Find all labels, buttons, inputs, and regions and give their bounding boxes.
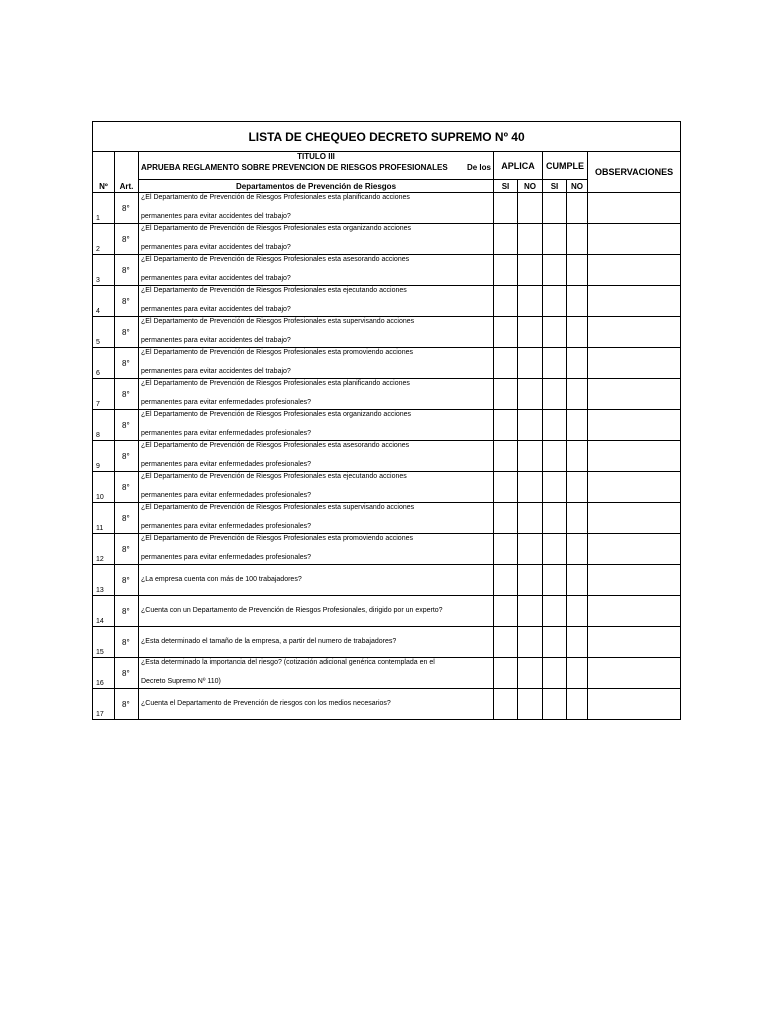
aplica-no-cell[interactable] (518, 534, 543, 565)
question-line-1: ¿La empresa cuenta con más de 100 trabajadores? (141, 575, 302, 583)
observaciones-header: OBSERVACIONES (588, 152, 681, 193)
question-line-2: permanentes para evitar accidentes del trabajo? (141, 337, 291, 344)
cumple-si-cell[interactable] (543, 503, 567, 534)
document-title: LISTA DE CHEQUEO DECRETO SUPREMO Nº 40 (93, 122, 681, 152)
table-row (93, 534, 681, 565)
question-line-1: ¿El Departamento de Prevención de Riesgos Profesionales esta organizando acciones (141, 411, 412, 418)
question-line-1: ¿Cuenta el Departamento de Prevención de riesgos con los medios necesarios? (141, 699, 391, 707)
observaciones-cell[interactable] (588, 286, 681, 317)
table-row (93, 503, 681, 534)
cumple-no-cell[interactable] (567, 317, 588, 348)
row-article: 8° (115, 472, 139, 503)
aplica-no-cell[interactable] (518, 565, 543, 596)
question-line-1: ¿El Departamento de Prevención de Riesgos Profesionales esta asesorando acciones (141, 256, 410, 263)
aplica-si-cell[interactable] (494, 410, 518, 441)
row-question (139, 193, 494, 224)
titulo-header (139, 152, 494, 180)
cumple-no-cell[interactable] (567, 348, 588, 379)
aplica-si-cell[interactable] (494, 596, 518, 627)
table-row (93, 286, 681, 317)
row-question (139, 286, 494, 317)
aplica-no-cell[interactable] (518, 255, 543, 286)
cumple-no-cell[interactable] (567, 503, 588, 534)
question-line-2: permanentes para evitar accidentes del trabajo? (141, 306, 291, 313)
aplica-no-header: NO (518, 180, 543, 193)
question-line-2: permanentes para evitar accidentes del trabajo? (141, 244, 291, 251)
aplica-no-cell[interactable] (518, 627, 543, 658)
observaciones-cell[interactable] (588, 534, 681, 565)
cumple-si-cell[interactable] (543, 379, 567, 410)
table-row (93, 348, 681, 379)
aplica-si-header: SI (494, 180, 518, 193)
checklist-rows (93, 193, 681, 720)
de-los-label: De los (466, 163, 491, 172)
question-line-2: permanentes para evitar accidentes del trabajo? (141, 275, 291, 282)
row-number: 6 (93, 348, 115, 379)
titulo-label: TITULO III (297, 152, 335, 161)
cumple-si-cell[interactable] (543, 441, 567, 472)
observaciones-cell[interactable] (588, 224, 681, 255)
observaciones-cell[interactable] (588, 410, 681, 441)
question-line-1: ¿El Departamento de Prevención de Riesgos Profesionales esta planificando acciones (141, 194, 410, 201)
table-row (93, 255, 681, 286)
cumple-si-cell[interactable] (543, 627, 567, 658)
table-row (93, 689, 681, 720)
cumple-no-header: NO (567, 180, 588, 193)
row-number: 16 (93, 658, 115, 689)
question-line-1: ¿El Departamento de Prevención de Riesgos Profesionales esta promoviendo acciones (141, 535, 413, 542)
row-question (139, 348, 494, 379)
observaciones-cell[interactable] (588, 627, 681, 658)
cumple-si-cell[interactable] (543, 224, 567, 255)
row-number: 2 (93, 224, 115, 255)
cumple-si-cell[interactable] (543, 689, 567, 720)
table-row (93, 379, 681, 410)
observaciones-cell[interactable] (588, 503, 681, 534)
row-number: 9 (93, 441, 115, 472)
observaciones-cell[interactable] (588, 255, 681, 286)
aplica-si-cell[interactable] (494, 441, 518, 472)
row-number: 4 (93, 286, 115, 317)
cumple-no-cell[interactable] (567, 565, 588, 596)
observaciones-cell[interactable] (588, 379, 681, 410)
question-line-1: ¿El Departamento de Prevención de Riesgos Profesionales esta ejecutando acciones (141, 287, 407, 294)
aplica-no-cell[interactable] (518, 193, 543, 224)
row-question (139, 503, 494, 534)
cumple-no-cell[interactable] (567, 441, 588, 472)
cumple-si-cell[interactable] (543, 193, 567, 224)
row-article: 8° (115, 441, 139, 472)
observaciones-cell[interactable] (588, 317, 681, 348)
row-number: 10 (93, 472, 115, 503)
cumple-no-cell[interactable] (567, 689, 588, 720)
row-number: 8 (93, 410, 115, 441)
row-question (139, 472, 494, 503)
table-row (93, 441, 681, 472)
observaciones-cell[interactable] (588, 472, 681, 503)
row-article: 8° (115, 534, 139, 565)
departamentos-header: Departamentos de Prevención de Riesgos (139, 180, 494, 193)
question-line-2: Decreto Supremo Nº 110) (141, 678, 221, 685)
aplica-si-cell[interactable] (494, 627, 518, 658)
row-number: 12 (93, 534, 115, 565)
cumple-si-header: SI (543, 180, 567, 193)
table-row (93, 472, 681, 503)
aplica-no-cell[interactable] (518, 596, 543, 627)
row-number: 1 (93, 193, 115, 224)
row-number: 13 (93, 565, 115, 596)
checklist-table (92, 121, 681, 720)
row-article: 8° (115, 317, 139, 348)
observaciones-cell[interactable] (588, 596, 681, 627)
question-line-2: permanentes para evitar enfermedades profesionales? (141, 554, 312, 561)
cumple-si-cell[interactable] (543, 410, 567, 441)
aplica-header: APLICA (494, 152, 543, 180)
aplica-no-cell[interactable] (518, 689, 543, 720)
row-question (139, 627, 494, 658)
cumple-no-cell[interactable] (567, 379, 588, 410)
aplica-si-cell[interactable] (494, 255, 518, 286)
table-row (93, 565, 681, 596)
row-question (139, 317, 494, 348)
cumple-si-cell[interactable] (543, 658, 567, 689)
aplica-no-cell[interactable] (518, 410, 543, 441)
row-question (139, 534, 494, 565)
aplica-no-cell[interactable] (518, 472, 543, 503)
row-number: 17 (93, 689, 115, 720)
cumple-no-cell[interactable] (567, 286, 588, 317)
question-line-1: ¿Cuenta con un Departamento de Prevención de Riesgos Profesionales, dirigido por un experto? (141, 606, 443, 614)
row-article: 8° (115, 255, 139, 286)
cumple-no-cell[interactable] (567, 596, 588, 627)
table-row (93, 627, 681, 658)
question-line-1: ¿Esta determinado el tamaño de la empresa, a partir del numero de trabajadores? (141, 637, 397, 645)
cumple-si-cell[interactable] (543, 534, 567, 565)
aplica-si-cell[interactable] (494, 348, 518, 379)
cumple-si-cell[interactable] (543, 472, 567, 503)
row-article: 8° (115, 410, 139, 441)
row-question (139, 379, 494, 410)
question-line-1: ¿El Departamento de Prevención de Riesgos Profesionales esta organizando acciones (141, 225, 412, 232)
row-question (139, 441, 494, 472)
table-row (93, 596, 681, 627)
question-line-1: ¿El Departamento de Prevención de Riesgos Profesionales esta ejecutando acciones (141, 473, 407, 480)
reglamento-label: APRUEBA REGLAMENTO SOBRE PREVENCION DE RIESGOS PROFESIONALES (141, 163, 448, 172)
question-line-2: permanentes para evitar enfermedades profesionales? (141, 430, 312, 437)
row-article: 8° (115, 627, 139, 658)
cumple-no-cell[interactable] (567, 193, 588, 224)
article-column-header: Art. (115, 152, 139, 193)
row-number: 11 (93, 503, 115, 534)
row-article: 8° (115, 658, 139, 689)
aplica-si-cell[interactable] (494, 565, 518, 596)
cumple-no-cell[interactable] (567, 255, 588, 286)
aplica-si-cell[interactable] (494, 224, 518, 255)
table-row (93, 224, 681, 255)
cumple-no-cell[interactable] (567, 410, 588, 441)
aplica-si-cell[interactable] (494, 534, 518, 565)
question-line-1: ¿El Departamento de Prevención de Riesgos Profesionales esta supervisando acciones (141, 318, 415, 325)
row-article: 8° (115, 348, 139, 379)
aplica-si-cell[interactable] (494, 379, 518, 410)
cumple-no-cell[interactable] (567, 627, 588, 658)
aplica-no-cell[interactable] (518, 658, 543, 689)
row-article: 8° (115, 224, 139, 255)
aplica-si-cell[interactable] (494, 286, 518, 317)
question-line-2: permanentes para evitar enfermedades profesionales? (141, 399, 312, 406)
cumple-si-cell[interactable] (543, 348, 567, 379)
question-line-2: permanentes para evitar accidentes del trabajo? (141, 368, 291, 375)
cumple-si-cell[interactable] (543, 255, 567, 286)
table-row (93, 410, 681, 441)
question-line-1: ¿El Departamento de Prevención de Riesgos Profesionales esta supervisando acciones (141, 504, 415, 511)
question-line-2: permanentes para evitar enfermedades profesionales? (141, 461, 312, 468)
cumple-si-cell[interactable] (543, 317, 567, 348)
row-article: 8° (115, 193, 139, 224)
aplica-si-cell[interactable] (494, 317, 518, 348)
row-question (139, 596, 494, 627)
row-question (139, 689, 494, 720)
aplica-si-cell[interactable] (494, 658, 518, 689)
cumple-no-cell[interactable] (567, 224, 588, 255)
row-article: 8° (115, 596, 139, 627)
cumple-si-cell[interactable] (543, 286, 567, 317)
question-line-2: permanentes para evitar enfermedades profesionales? (141, 492, 312, 499)
aplica-si-cell[interactable] (494, 503, 518, 534)
table-row (93, 317, 681, 348)
aplica-si-cell[interactable] (494, 689, 518, 720)
aplica-no-cell[interactable] (518, 503, 543, 534)
row-number: 14 (93, 596, 115, 627)
row-number: 7 (93, 379, 115, 410)
aplica-si-cell[interactable] (494, 193, 518, 224)
aplica-no-cell[interactable] (518, 348, 543, 379)
question-line-1: ¿Esta determinado la importancia del riesgo? (cotización adicional genérica contemplada en el (141, 659, 435, 666)
observaciones-cell[interactable] (588, 193, 681, 224)
cumple-header: CUMPLE (543, 152, 588, 180)
table-row (93, 193, 681, 224)
aplica-no-cell[interactable] (518, 224, 543, 255)
cumple-no-cell[interactable] (567, 534, 588, 565)
number-column-header: Nº (93, 152, 115, 193)
row-question (139, 255, 494, 286)
aplica-no-cell[interactable] (518, 441, 543, 472)
observaciones-cell[interactable] (588, 689, 681, 720)
row-number: 15 (93, 627, 115, 658)
cumple-si-cell[interactable] (543, 596, 567, 627)
row-question (139, 658, 494, 689)
cumple-si-cell[interactable] (543, 565, 567, 596)
row-article: 8° (115, 286, 139, 317)
row-article: 8° (115, 379, 139, 410)
aplica-no-cell[interactable] (518, 317, 543, 348)
observaciones-cell[interactable] (588, 441, 681, 472)
table-row (93, 658, 681, 689)
observaciones-cell[interactable] (588, 565, 681, 596)
row-article: 8° (115, 503, 139, 534)
question-line-2: permanentes para evitar accidentes del trabajo? (141, 213, 291, 220)
row-question (139, 224, 494, 255)
question-line-1: ¿El Departamento de Prevención de Riesgos Profesionales esta promoviendo acciones (141, 349, 413, 356)
row-question (139, 410, 494, 441)
aplica-si-cell[interactable] (494, 472, 518, 503)
question-line-1: ¿El Departamento de Prevención de Riesgos Profesionales esta planificando acciones (141, 380, 410, 387)
aplica-no-cell[interactable] (518, 286, 543, 317)
row-question (139, 565, 494, 596)
observaciones-cell[interactable] (588, 658, 681, 689)
row-number: 5 (93, 317, 115, 348)
question-line-2: permanentes para evitar enfermedades profesionales? (141, 523, 312, 530)
row-article: 8° (115, 565, 139, 596)
cumple-no-cell[interactable] (567, 472, 588, 503)
aplica-no-cell[interactable] (518, 379, 543, 410)
cumple-no-cell[interactable] (567, 658, 588, 689)
question-line-1: ¿El Departamento de Prevención de Riesgos Profesionales esta asesorando acciones (141, 442, 410, 449)
row-article: 8° (115, 689, 139, 720)
observaciones-cell[interactable] (588, 348, 681, 379)
row-number: 3 (93, 255, 115, 286)
